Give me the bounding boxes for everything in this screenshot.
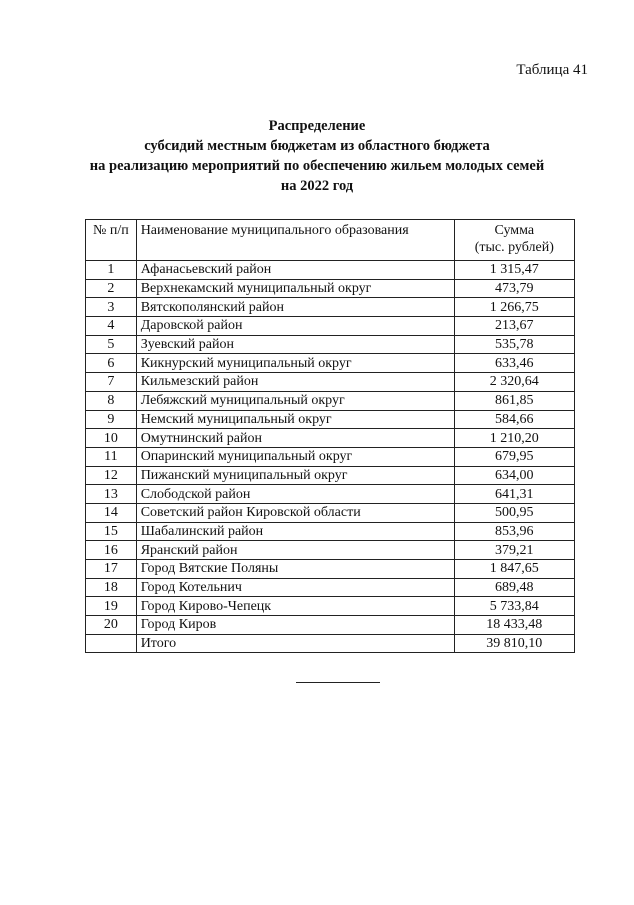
table-row bbox=[86, 335, 575, 354]
table-row bbox=[86, 410, 575, 429]
table-row bbox=[86, 616, 575, 635]
cell-num: 8 bbox=[86, 391, 137, 410]
cell-sum: 633,46 bbox=[454, 354, 574, 373]
cell-num: 13 bbox=[86, 485, 137, 504]
table-row bbox=[86, 485, 575, 504]
heading-line-4: на 2022 год bbox=[280, 178, 354, 194]
cell-num: 4 bbox=[86, 317, 137, 336]
cell-num: 20 bbox=[86, 616, 137, 635]
cell-sum: 584,66 bbox=[454, 410, 574, 429]
cell-sum: 39 810,10 bbox=[454, 634, 574, 653]
cell-name: Опаринский муниципальный округ bbox=[136, 447, 454, 466]
table-header-row bbox=[86, 220, 575, 261]
header-name: Наименование муниципального образования bbox=[136, 220, 454, 261]
cell-name: Слободской район bbox=[136, 485, 454, 504]
cell-num: 11 bbox=[86, 447, 137, 466]
table-row bbox=[86, 503, 575, 522]
cell-name: Лебяжский муниципальный округ bbox=[136, 391, 454, 410]
cell-num: 1 bbox=[86, 261, 137, 280]
cell-sum: 641,31 bbox=[454, 485, 574, 504]
table-row bbox=[86, 373, 575, 392]
cell-name: Советский район Кировской области bbox=[136, 503, 454, 522]
cell-sum: 861,85 bbox=[454, 391, 574, 410]
table-row bbox=[86, 261, 575, 280]
cell-num: 10 bbox=[86, 429, 137, 448]
cell-num: 9 bbox=[86, 410, 137, 429]
heading-line-2: субсидий местным бюджетам из областного бюджета bbox=[144, 138, 490, 154]
cell-sum: 213,67 bbox=[454, 317, 574, 336]
cell-sum: 535,78 bbox=[454, 335, 574, 354]
cell-num: 17 bbox=[86, 560, 137, 579]
cell-name: Город Киров bbox=[136, 616, 454, 635]
heading-line-3: на реализацию мероприятий по обеспечению жильем молодых семей bbox=[89, 158, 545, 174]
cell-num: 5 bbox=[86, 335, 137, 354]
cell-sum: 500,95 bbox=[454, 503, 574, 522]
cell-name: Пижанский муниципальный округ bbox=[136, 466, 454, 485]
cell-sum: 1 266,75 bbox=[454, 298, 574, 317]
table-row bbox=[86, 597, 575, 616]
cell-num: 2 bbox=[86, 279, 137, 298]
cell-name: Омутнинский район bbox=[136, 429, 454, 448]
table-row bbox=[86, 317, 575, 336]
cell-name: Итого bbox=[136, 634, 454, 653]
cell-name: Даровской район bbox=[136, 317, 454, 336]
cell-name: Зуевский район bbox=[136, 335, 454, 354]
header-num: № п/п bbox=[86, 220, 137, 261]
cell-num: 7 bbox=[86, 373, 137, 392]
cell-sum: 679,95 bbox=[454, 447, 574, 466]
table-row bbox=[86, 429, 575, 448]
cell-name: Верхнекамский муниципальный округ bbox=[136, 279, 454, 298]
cell-sum: 18 433,48 bbox=[454, 616, 574, 635]
document-heading bbox=[0, 116, 634, 196]
cell-sum: 853,96 bbox=[454, 522, 574, 541]
cell-num: 18 bbox=[86, 578, 137, 597]
header-sum-line-1: Сумма bbox=[494, 223, 535, 238]
end-divider bbox=[296, 682, 380, 683]
table-row bbox=[86, 466, 575, 485]
table-row bbox=[86, 560, 575, 579]
header-sum bbox=[454, 220, 574, 261]
table-row bbox=[86, 447, 575, 466]
cell-num: 6 bbox=[86, 354, 137, 373]
cell-name: Вятскополянский район bbox=[136, 298, 454, 317]
cell-sum: 1 847,65 bbox=[454, 560, 574, 579]
cell-sum: 5 733,84 bbox=[454, 597, 574, 616]
cell-sum: 379,21 bbox=[454, 541, 574, 560]
cell-sum: 689,48 bbox=[454, 578, 574, 597]
table-row bbox=[86, 541, 575, 560]
table-number-label: Таблица 41 bbox=[516, 62, 588, 78]
cell-num: 16 bbox=[86, 541, 137, 560]
table-row bbox=[86, 298, 575, 317]
cell-num: 12 bbox=[86, 466, 137, 485]
cell-name: Шабалинский район bbox=[136, 522, 454, 541]
cell-name: Яранский район bbox=[136, 541, 454, 560]
cell-num: 15 bbox=[86, 522, 137, 541]
subsidy-table bbox=[85, 219, 575, 653]
cell-sum: 1 210,20 bbox=[454, 429, 574, 448]
table-row bbox=[86, 578, 575, 597]
cell-sum: 2 320,64 bbox=[454, 373, 574, 392]
cell-name: Немский муниципальный округ bbox=[136, 410, 454, 429]
cell-name: Город Котельнич bbox=[136, 578, 454, 597]
cell-name: Кильмезский район bbox=[136, 373, 454, 392]
heading-line-1: Распределение bbox=[268, 118, 366, 134]
cell-name: Кикнурский муниципальный округ bbox=[136, 354, 454, 373]
table-total-row bbox=[86, 634, 575, 653]
cell-num: 19 bbox=[86, 597, 137, 616]
cell-num bbox=[86, 634, 137, 653]
table-row bbox=[86, 391, 575, 410]
cell-sum: 473,79 bbox=[454, 279, 574, 298]
table-row bbox=[86, 354, 575, 373]
cell-num: 3 bbox=[86, 298, 137, 317]
table-row bbox=[86, 522, 575, 541]
cell-num: 14 bbox=[86, 503, 137, 522]
cell-name: Город Кирово-Чепецк bbox=[136, 597, 454, 616]
header-sum-line-2: (тыс. рублей) bbox=[474, 240, 554, 255]
cell-sum: 1 315,47 bbox=[454, 261, 574, 280]
cell-name: Город Вятские Поляны bbox=[136, 560, 454, 579]
cell-name: Афанасьевский район bbox=[136, 261, 454, 280]
table-row bbox=[86, 279, 575, 298]
cell-sum: 634,00 bbox=[454, 466, 574, 485]
